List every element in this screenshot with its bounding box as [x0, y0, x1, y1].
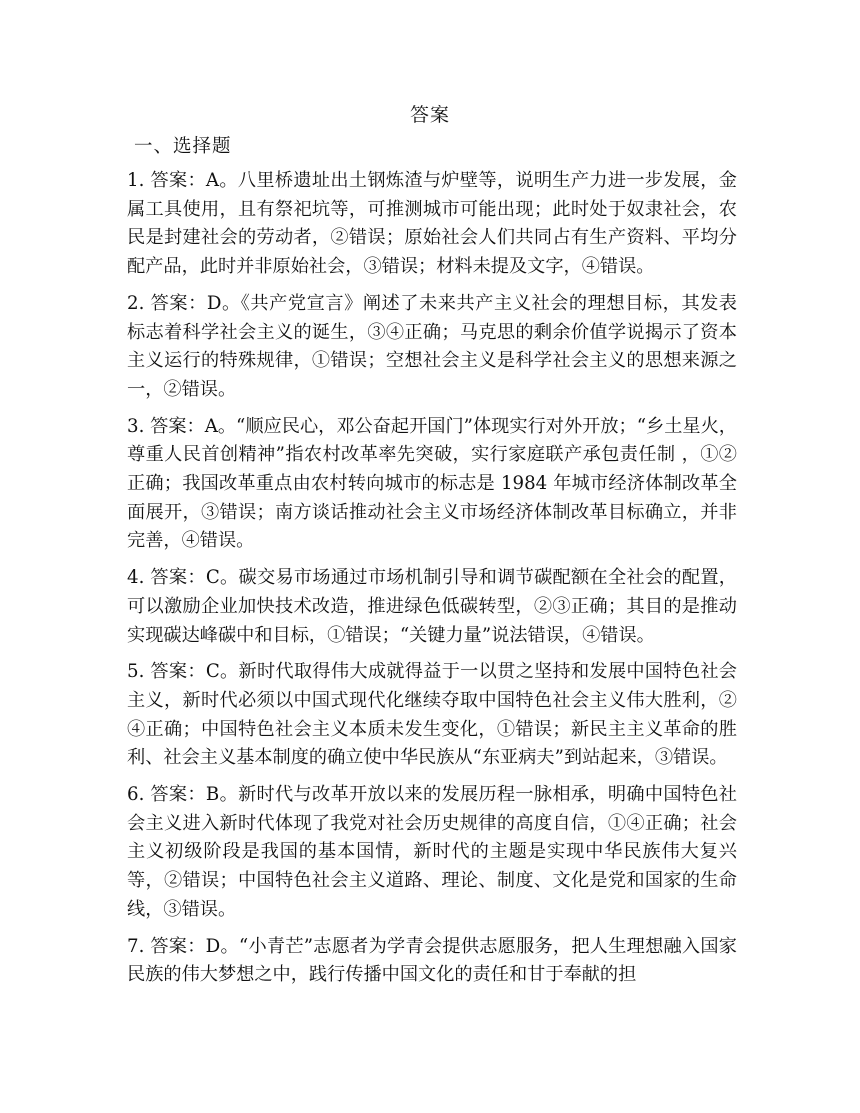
answer-list: [127, 167, 737, 998]
section-heading: 一、选择题: [134, 136, 232, 157]
answer-item-4: 4. 答案：C。碳交易市场通过市场机制引导和调节碳配额在全社会的配置，可以激励企业加快技术改造，推进绿色低碳转型，②③正确；其目的是推动实现碳达峰碳中和目标，①错误；“关键力量”说法错误，④错误。: [127, 567, 737, 646]
answer-item-6: 6. 答案：B。新时代与改革开放以来的发展历程一脉相承，明确中国特色社会主义进入新时代体现了我党对社会历史规律的高度自信，①④正确；社会主义初级阶段是我国的基本国情，新时代的主题是实现中华民族伟大复兴等，②错误；中国特色社会主义道路、理论、制度、文化是党和国家的生命线，③错误。: [127, 784, 737, 920]
document-title: 答案: [409, 104, 450, 126]
answer-item-1: 1. 答案：A。八里桥遗址出土钢炼渣与炉壁等，说明生产力进一步发展，金属工具使用，且有祭祀坑等，可推测城市可能出现；此时处于奴隶社会，农民是封建社会的劳动者，②错误；原始社会人们共同占有生产资料、平均分配产品，此时并非原始社会，③错误；材料未提及文字，④错误。: [127, 170, 737, 278]
answer-item-5: 5. 答案：C。新时代取得伟大成就得益于一以贯之坚持和发展中国特色社会主义，新时代必须以中国式现代化继续夺取中国特色社会主义伟大胜利，②④正确；中国特色社会主义本质未发生变化，①错误；新民主主义革命的胜利、社会主义基本制度的确立使中华民族从“东亚病夫”到站起来，③错误。: [127, 661, 737, 769]
answer-item-7: 7. 答案：D。“小青芒”志愿者为学青会提供志愿服务，把人生理想融入国家民族的伟大梦想之中，践行传播中国文化的责任和甘于奉献的担: [127, 935, 737, 986]
answer-item-3: 3. 答案：A。“顺应民心，邓公奋起开国门”体现实行对外开放；“乡土星火，尊重人民首创精神”指农村改革率先突破，实行家庭联产承包责任制 ，①②正确；我国改革重点由农村转向城市的标志是 1984 年城市经济体制改革全面展开，③错误；南方谈话推动社会主义市场经济体制改革目标确立，并非完善，④错误。: [127, 415, 737, 552]
answer-item-2: 2. 答案：D。《共产党宣言》阐述了未来共产主义社会的理想目标，其发表标志着科学社会主义的诞生，③④正确；马克思的剩余价值学说揭示了资本主义运行的特殊规律，①错误；空想社会主义是科学社会主义的思想来源之一，②错误。: [127, 292, 737, 400]
